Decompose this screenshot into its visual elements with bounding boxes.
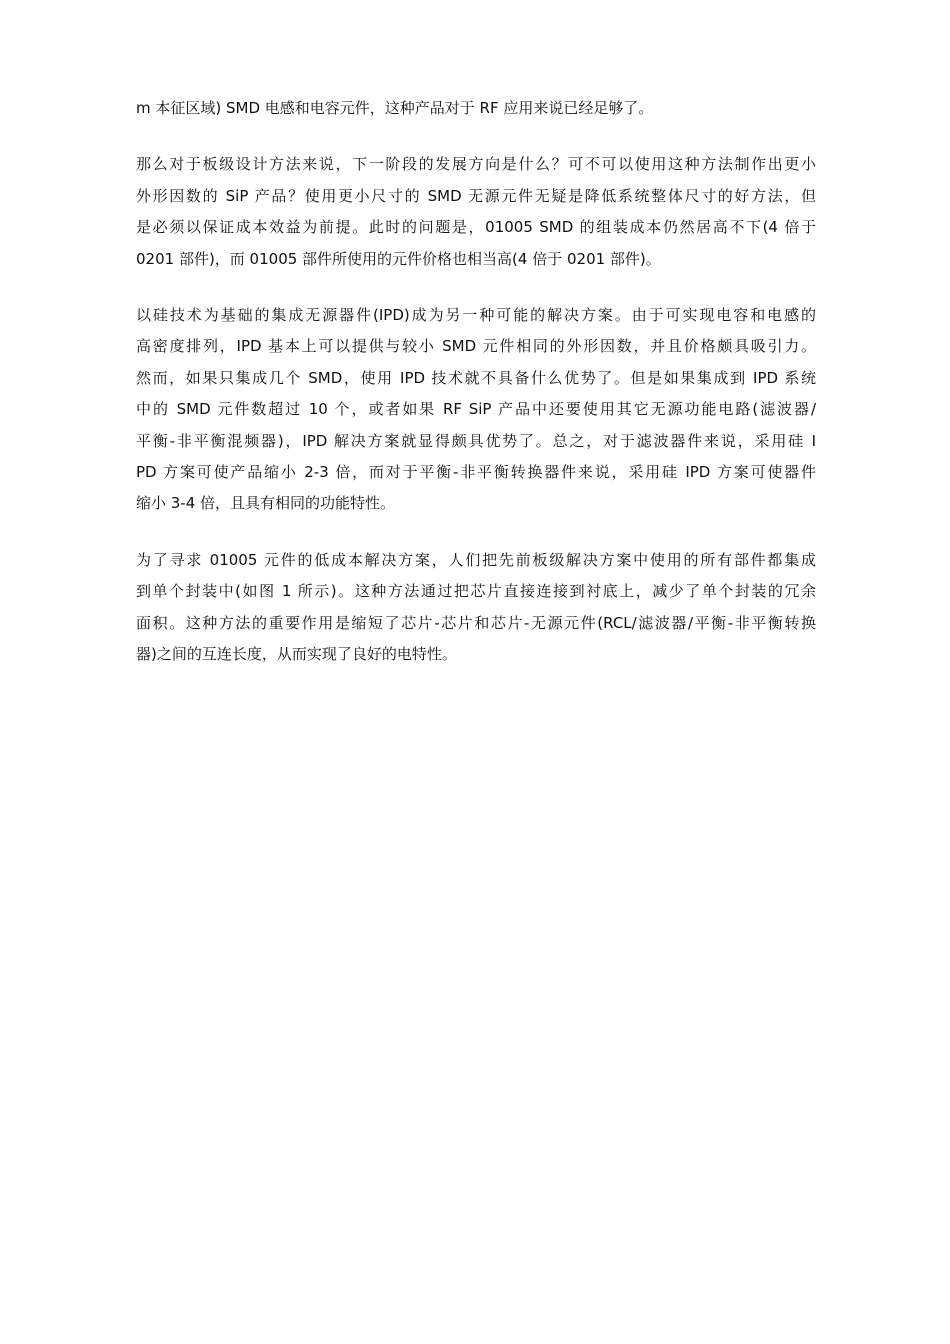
text-line: 器)之间的互连长度，从而实现了良好的电特性。 bbox=[136, 645, 457, 664]
text-line: 平衡-非平衡混频器)，IPD 解决方案就显得颇具优势了。总之，对于滤波器件来说，采用硅 I bbox=[136, 431, 816, 450]
text-line: 然而，如果只集成几个 SMD，使用 IPD 技术就不具备什么优势了。但是如果集成到 IPD 系统 bbox=[136, 368, 816, 387]
text-line: 以硅技术为基础的集成无源器件(IPD)成为另一种可能的解决方案。由于可实现电容和电感的 bbox=[136, 306, 816, 325]
text-line: 到单个封装中(如图 1 所示)。这种方法通过把芯片直接连接到衬底上，减少了单个封装的冗余 bbox=[136, 582, 816, 601]
text-line: 缩小 3-4 倍，且具有相同的功能特性。 bbox=[136, 494, 396, 513]
text-line: 面积。这种方法的重要作用是缩短了芯片-芯片和芯片-无源元件(RCL/滤波器/平衡-非平衡转换 bbox=[136, 613, 816, 632]
text-line: PD 方案可使产品缩小 2-3 倍，而对于平衡-非平衡转换器件来说，采用硅 IPD 方案可使器件 bbox=[136, 463, 816, 482]
document-body bbox=[136, 93, 816, 696]
paragraph-2 bbox=[136, 149, 816, 275]
text-line: m 本征区域) SMD 电感和电容元件，这种产品对于 RF 应用来说已经足够了。 bbox=[136, 99, 654, 117]
text-line: 中的 SMD 元件数超过 10 个，或者如果 RF SiP 产品中还要使用其它无源功能电路(滤波器/ bbox=[136, 400, 816, 419]
text-line: 外形因数的 SiP 产品？使用更小尺寸的 SMD 无源元件无疑是降低系统整体尺寸的好方法，但 bbox=[136, 186, 816, 205]
text-line: 是必须以保证成本效益为前提。此时的问题是，01005 SMD 的组装成本仍然居高不下(4 倍于 bbox=[136, 218, 816, 237]
text-line: 那么对于板级设计方法来说，下一阶段的发展方向是什么？可不可以使用这种方法制作出更小 bbox=[136, 155, 816, 174]
text-line: 高密度排列，IPD 基本上可以提供与较小 SMD 元件相同的外形因数，并且价格颇具吸引力。 bbox=[136, 337, 816, 356]
paragraph-4 bbox=[136, 545, 816, 671]
text-line: 0201 部件)，而 01005 部件所使用的元件价格也相当高(4 倍于 0201 部件)。 bbox=[136, 249, 661, 268]
text-line: 为了寻求 01005 元件的低成本解决方案，人们把先前板级解决方案中使用的所有部件都集成 bbox=[136, 550, 816, 569]
paragraph-3 bbox=[136, 300, 816, 520]
paragraph-1 bbox=[136, 93, 816, 124]
